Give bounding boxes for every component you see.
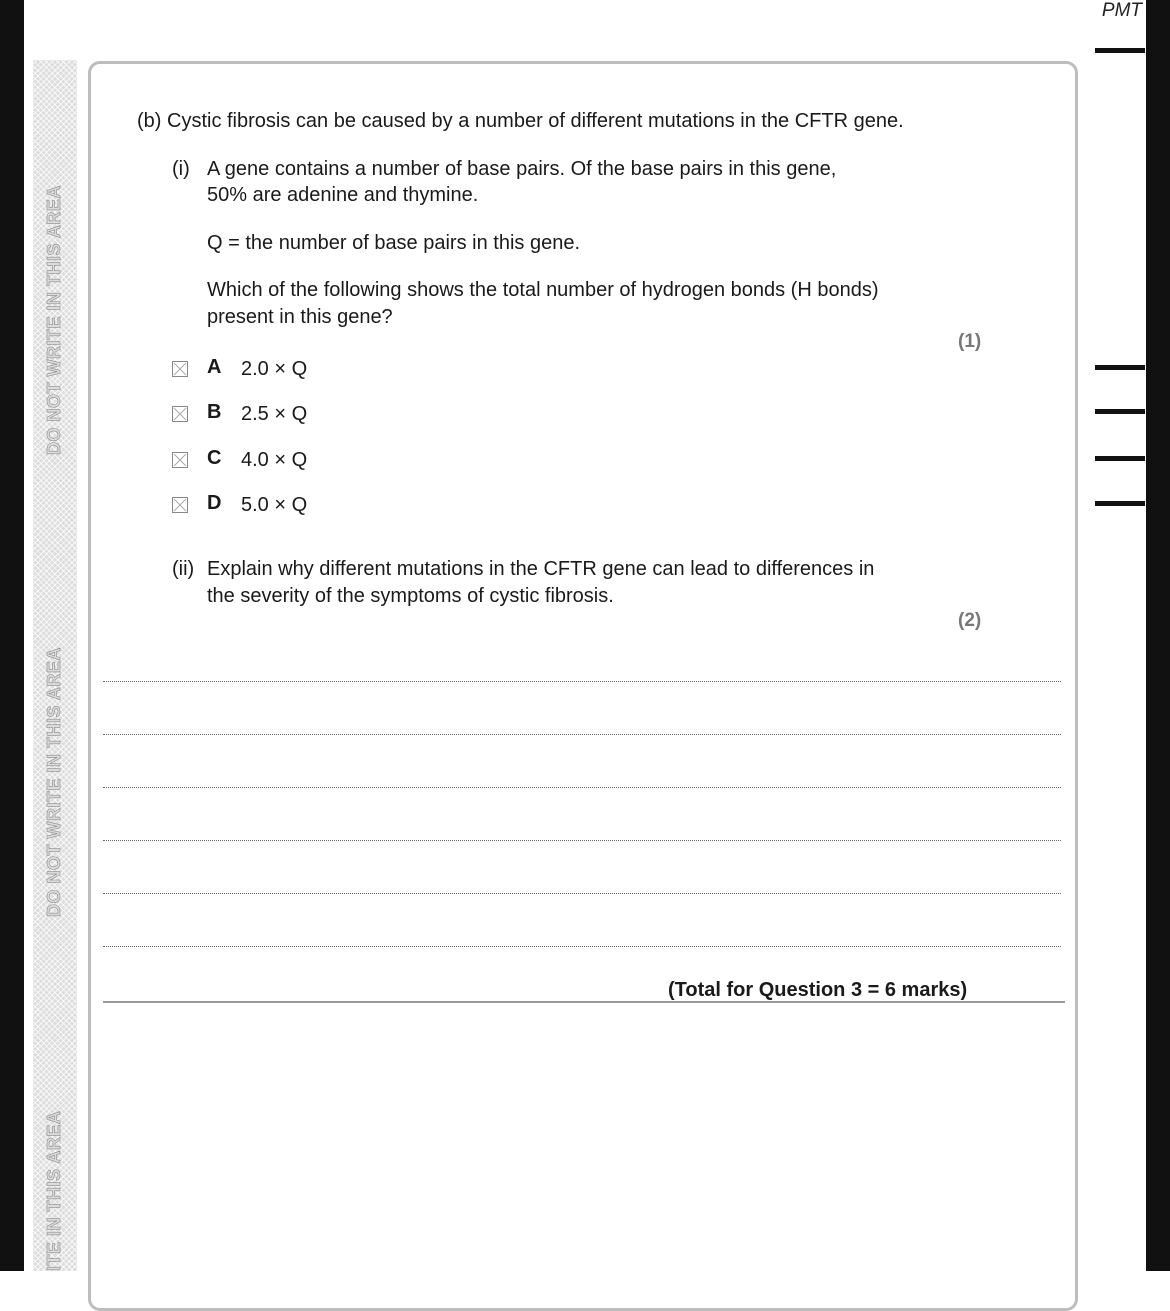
q-definition: Q = the number of base pairs in this gene. <box>207 232 580 254</box>
part-ii-label: (ii) <box>172 558 195 580</box>
option-b-text: 2.5 × Q <box>241 403 308 425</box>
part-i-question: Which of the following shows the total number of hydrogen bonds (H bonds) <box>207 279 879 301</box>
margin-warning-text: DO NOT WRITE IN THIS AREA <box>44 647 64 917</box>
answer-line[interactable] <box>103 840 1061 841</box>
question-b-intro: (b) Cystic fibrosis can be caused by a number of different mutations in the CFTR gene. <box>137 110 904 132</box>
part-i-marks: (1) <box>958 331 982 352</box>
part-i-question: present in this gene? <box>207 306 393 328</box>
part-ii-text: the severity of the symptoms of cystic fibrosis. <box>207 585 614 607</box>
part-i-label: (i) <box>172 158 190 180</box>
option-a-text: 2.0 × Q <box>241 358 308 380</box>
part-i-text: A gene contains a number of base pairs. Of the base pairs in this gene, <box>207 158 837 180</box>
checkbox-cross-icon <box>173 362 187 376</box>
answer-line[interactable] <box>103 734 1061 735</box>
timing-mark <box>1095 365 1145 370</box>
option-b-letter: B <box>207 401 222 423</box>
option-c-text: 4.0 × Q <box>241 449 308 471</box>
timing-mark <box>1095 409 1145 414</box>
left-dark-border <box>0 0 24 1271</box>
checkbox-cross-icon <box>173 498 187 512</box>
timing-mark <box>1095 501 1145 506</box>
margin-warning-text: DO NOT WRITE IN THIS AREA <box>44 185 64 455</box>
timing-mark <box>1095 456 1145 461</box>
margin-warning-text: ITE IN THIS AREA <box>44 1110 64 1271</box>
option-b-checkbox[interactable] <box>172 406 188 422</box>
part-ii-text: Explain why different mutations in the CFTR gene can lead to differences in <box>207 558 875 580</box>
part-i-text: 50% are adenine and thymine. <box>207 184 479 206</box>
part-ii-marks: (2) <box>958 610 982 631</box>
option-d-text: 5.0 × Q <box>241 494 308 516</box>
right-dark-border <box>1146 0 1170 1271</box>
question-total: (Total for Question 3 = 6 marks) <box>668 979 968 1001</box>
option-d-checkbox[interactable] <box>172 497 188 513</box>
pmt-label: PMT <box>1101 0 1142 21</box>
option-c-checkbox[interactable] <box>172 452 188 468</box>
answer-line[interactable] <box>103 787 1061 788</box>
option-d-letter: D <box>207 492 222 514</box>
option-a-letter: A <box>207 356 222 378</box>
total-divider <box>103 1001 1065 1003</box>
answer-line[interactable] <box>103 946 1061 947</box>
answer-line[interactable] <box>103 681 1061 682</box>
timing-mark <box>1095 48 1145 53</box>
option-a-checkbox[interactable] <box>172 361 188 377</box>
checkbox-cross-icon <box>173 453 187 467</box>
option-c-letter: C <box>207 447 222 469</box>
checkbox-cross-icon <box>173 407 187 421</box>
answer-line[interactable] <box>103 893 1061 894</box>
